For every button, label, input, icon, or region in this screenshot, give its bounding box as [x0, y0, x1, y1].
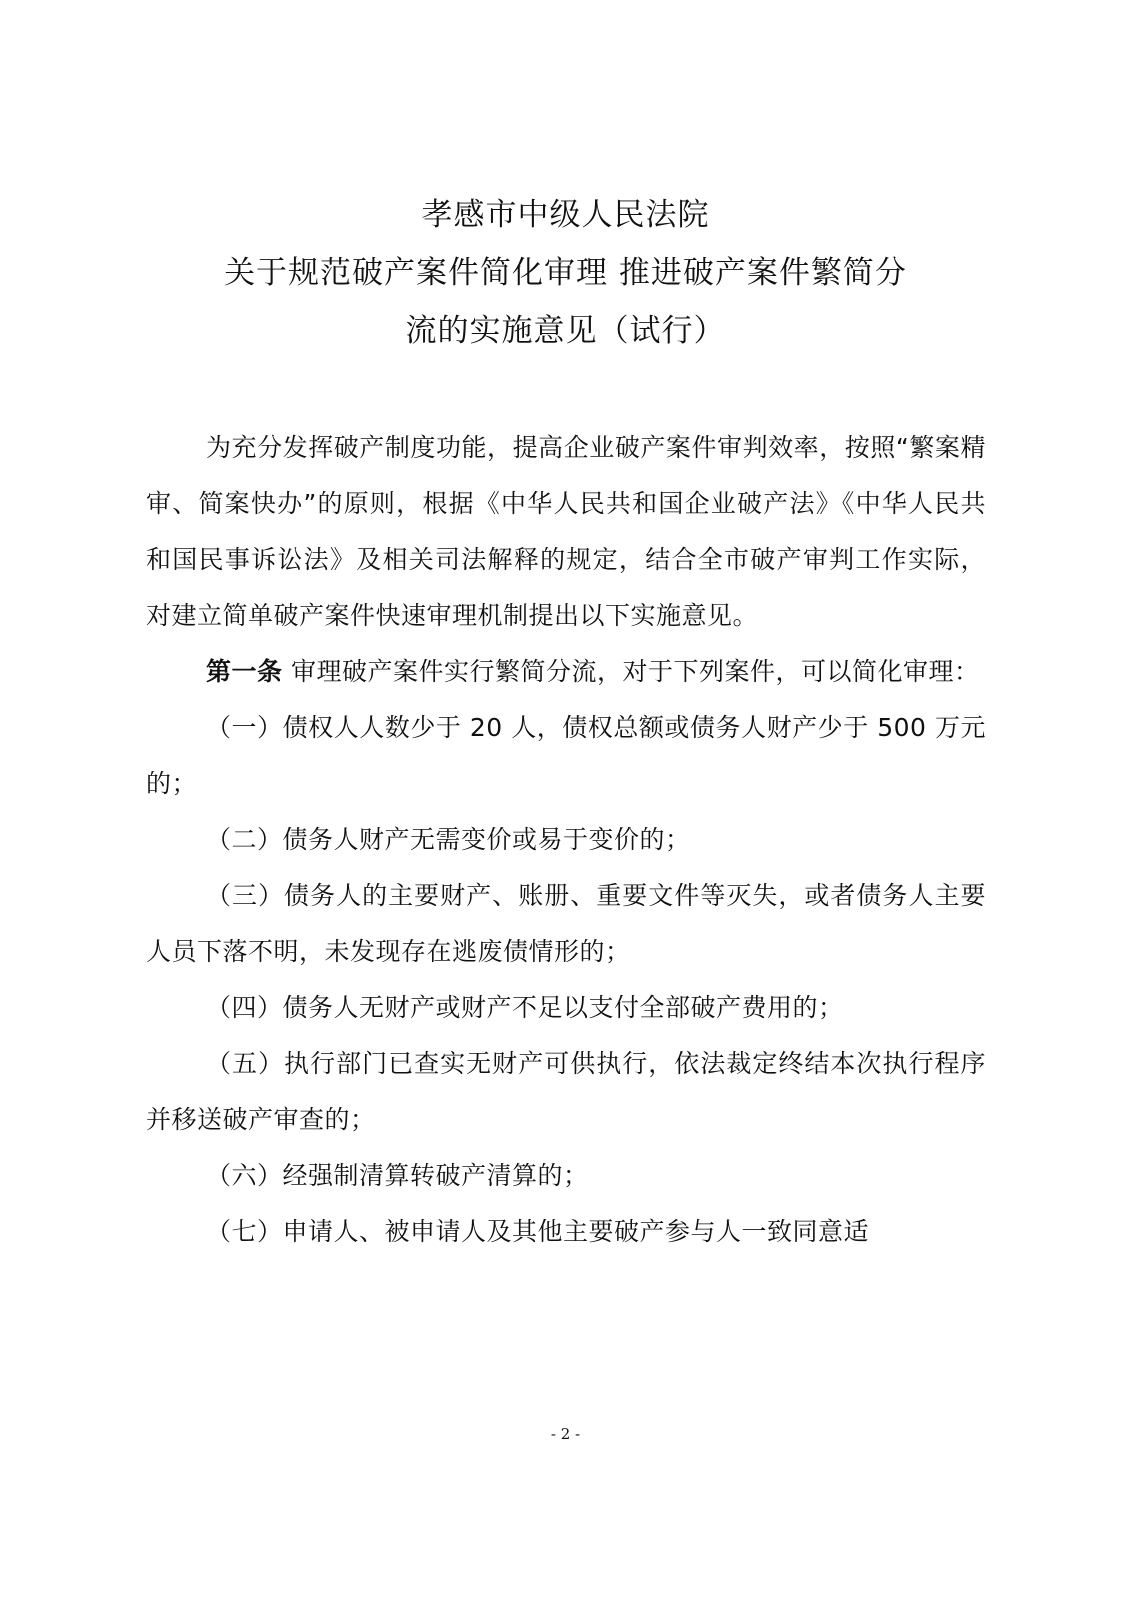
- page-number: - 2 -: [550, 1425, 581, 1443]
- document-body: [146, 420, 986, 1260]
- item-5: （五）执行部门已查实无财产可供执行，依法裁定终结本次执行程序并移送破产审查的；: [146, 1049, 986, 1134]
- article-1-paragraph: [146, 644, 986, 700]
- item-4: （四）债务人无财产或财产不足以支付全部破产费用的；: [206, 993, 844, 1022]
- article-1-heading: 第一条: [206, 657, 283, 686]
- title-line-3: 流的实施意见（试行）: [405, 313, 726, 349]
- article-1-text: 审理破产案件实行繁简分流，对于下列案件，可以简化审理：: [282, 657, 980, 686]
- title-line-2: 关于规范破产案件简化审理 推进破产案件繁简分: [224, 255, 907, 291]
- item-6: （六）经强制清算转破产清算的；: [206, 1161, 589, 1190]
- item-1: （一）债权人人数少于 20 人，债权总额或债务人财产少于 500 万元的；: [146, 713, 986, 798]
- item-7: （七）申请人、被申请人及其他主要破产参与人一致同意适: [206, 1217, 870, 1246]
- item-3: （三）债务人的主要财产、账册、重要文件等灭失，或者债务人主要人员下落不明，未发现存在逃废债情形的；: [146, 881, 986, 966]
- item-2: （二）债务人财产无需变价或易于变价的；: [206, 825, 691, 854]
- title-line-1: 孝感市中级人民法院: [421, 197, 710, 233]
- intro-paragraph: 为充分发挥破产制度功能，提高企业破产案件审判效率，按照“繁案精审、简案快办”的原则，根据《中华人民共和国企业破产法》《中华人民共和国民事诉讼法》及相关司法解释的规定，结合全市破产审判工作实际，对建立简单破产案件快速审理机制提出以下实施意见。: [146, 433, 986, 630]
